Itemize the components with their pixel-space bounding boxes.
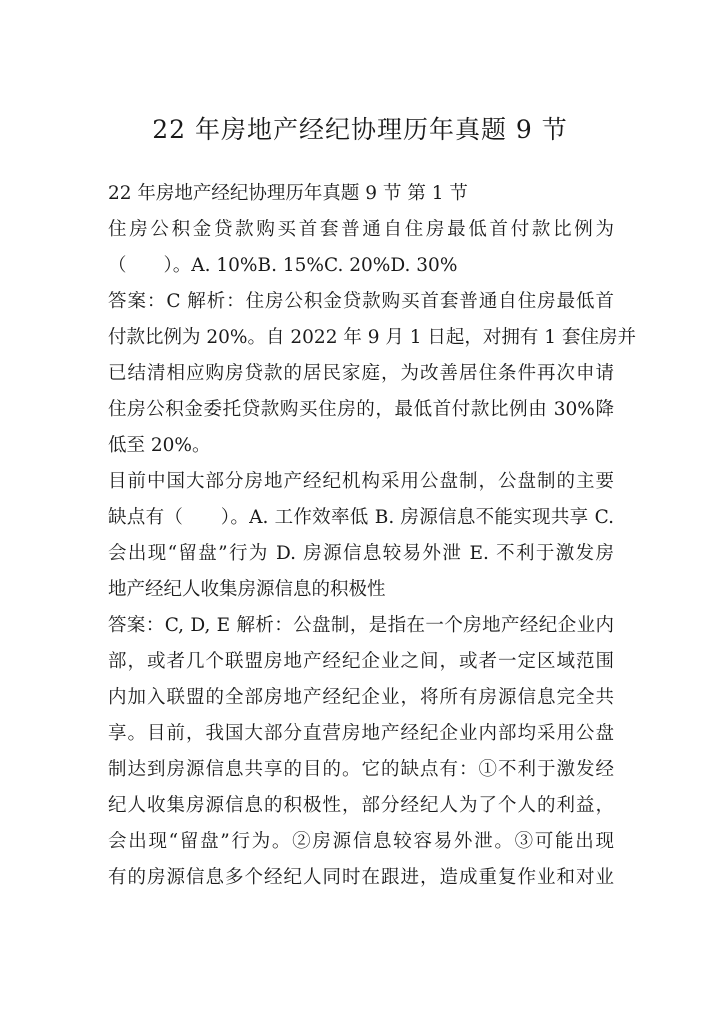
question-2-text: 目前中国大部分房地产经纪机构采用公盘制，公盘制的主要: [108, 471, 614, 492]
answer-2-line: 享。目前，我国大部分直营房地产经纪企业内部均采用公盘: [108, 723, 614, 744]
question-2-text: 会出现“留盘”行为 D. 房源信息较易外泄 E. 不利于激发房: [108, 543, 614, 564]
answer-1-line: 住房公积金委托贷款购买住房的，最低首付款比例由 30%降: [108, 399, 614, 420]
answer-2-line: 内加入联盟的全部房地产经纪企业，将所有房源信息完全共: [108, 687, 614, 708]
answer-2-line: 纪人收集房源信息的积极性，部分经纪人为了个人的利益，: [108, 795, 614, 816]
answer-2-line: 部，或者几个联盟房地产经纪企业之间，或者一定区域范围: [108, 651, 614, 672]
page-title: 22 年房地产经纪协理历年真题 9 节: [152, 115, 568, 144]
answer-2-line: 答案：C, D, E 解析：公盘制，是指在一个房地产经纪企业内: [108, 615, 614, 636]
document-body: [108, 176, 636, 896]
answer-2-line: 会出现“留盘”行为。②房源信息较容易外泄。③可能出现: [108, 831, 614, 852]
answer-1-line: 已结清相应购房贷款的居民家庭，为改善居住条件再次申请: [108, 363, 614, 384]
answer-2-line: 制达到房源信息共享的目的。它的缺点有：①不利于激发经: [108, 759, 614, 780]
question-2-text: 缺点有（ ）。A. 工作效率低 B. 房源信息不能实现共享 C.: [108, 507, 614, 528]
question-2-text: 地产经纪人收集房源信息的积极性: [108, 579, 386, 600]
answer-1-line: 付款比例为 20%。自 2022 年 9 月 1 日起，对拥有 1 套住房并: [108, 327, 636, 348]
section-heading: 22 年房地产经纪协理历年真题 9 节 第 1 节: [108, 183, 468, 204]
answer-1-line: 答案：C 解析：住房公积金贷款购买首套普通自住房最低首: [108, 291, 614, 312]
answer-1-line: 低至 20%。: [108, 435, 211, 456]
answer-2-line: 有的房源信息多个经纪人同时在跟进，造成重复作业和对业: [108, 867, 614, 888]
question-1-options: （ ）。A. 10%B. 15%C. 20%D. 30%: [108, 255, 458, 276]
question-1-text: 住房公积金贷款购买首套普通自住房最低首付款比例为: [108, 219, 614, 240]
